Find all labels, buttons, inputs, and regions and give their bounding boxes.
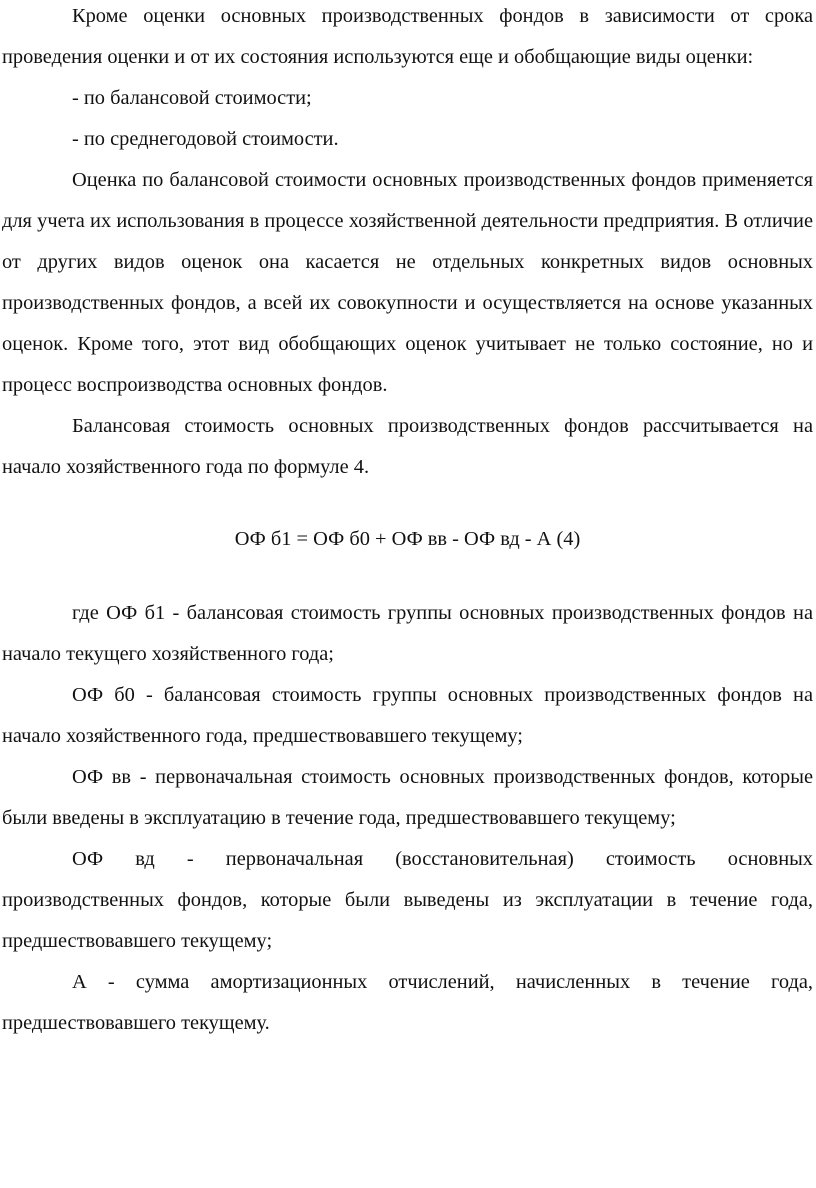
list-item-average-annual-value: - по среднегодовой стоимости.	[72, 128, 339, 150]
definition-of-vd: ОФ вд - первоначальная (восстановительная) стоимость основных производственных фондов, которые были выведены из эксплуатации в течение года, предшествовавшего текущему;	[2, 848, 813, 952]
paragraph-balance-valuation: Оценка по балансовой стоимости основных производственных фондов применяется для учета их использования в процессе хозяйственной деятельности предприятия. В отличие от других видов оценок она касается не отдельных конкретных видов основных производственных фондов, а всей их совокупности и осуществляется на основе указанных оценок. Кроме того, этот вид обобщающих оценок учитывает не только состояние, но и процесс воспроизводства основных фондов.	[2, 169, 813, 396]
list-item-balance-value: - по балансовой стоимости;	[72, 87, 312, 109]
paragraph-formula-intro: Балансовая стоимость основных производственных фондов рассчитывается на начало хозяйственного года по формуле 4.	[2, 415, 813, 478]
definition-of-vv: ОФ вв - первоначальная стоимость основных производственных фондов, которые были введены в эксплуатацию в течение года, предшествовавшего текущему;	[2, 766, 813, 829]
definition-of-b0: ОФ б0 - балансовая стоимость группы основных производственных фондов на начало хозяйственного года, предшествовавшего текущему;	[2, 684, 813, 747]
definition-of-a: А - сумма амортизационных отчислений, начисленных в течение года, предшествовавшего текущему.	[2, 971, 813, 1034]
paragraph-intro: Кроме оценки основных производственных фондов в зависимости от срока проведения оценки и от их состояния используются еще и обобщающие виды оценки:	[2, 5, 813, 68]
formula: ОФ б1 = ОФ б0 + ОФ вв - ОФ вд - А (4)	[234, 528, 581, 550]
definition-of-b1: где ОФ б1 - балансовая стоимость группы основных производственных фондов на начало текущего хозяйственного года;	[2, 602, 813, 665]
